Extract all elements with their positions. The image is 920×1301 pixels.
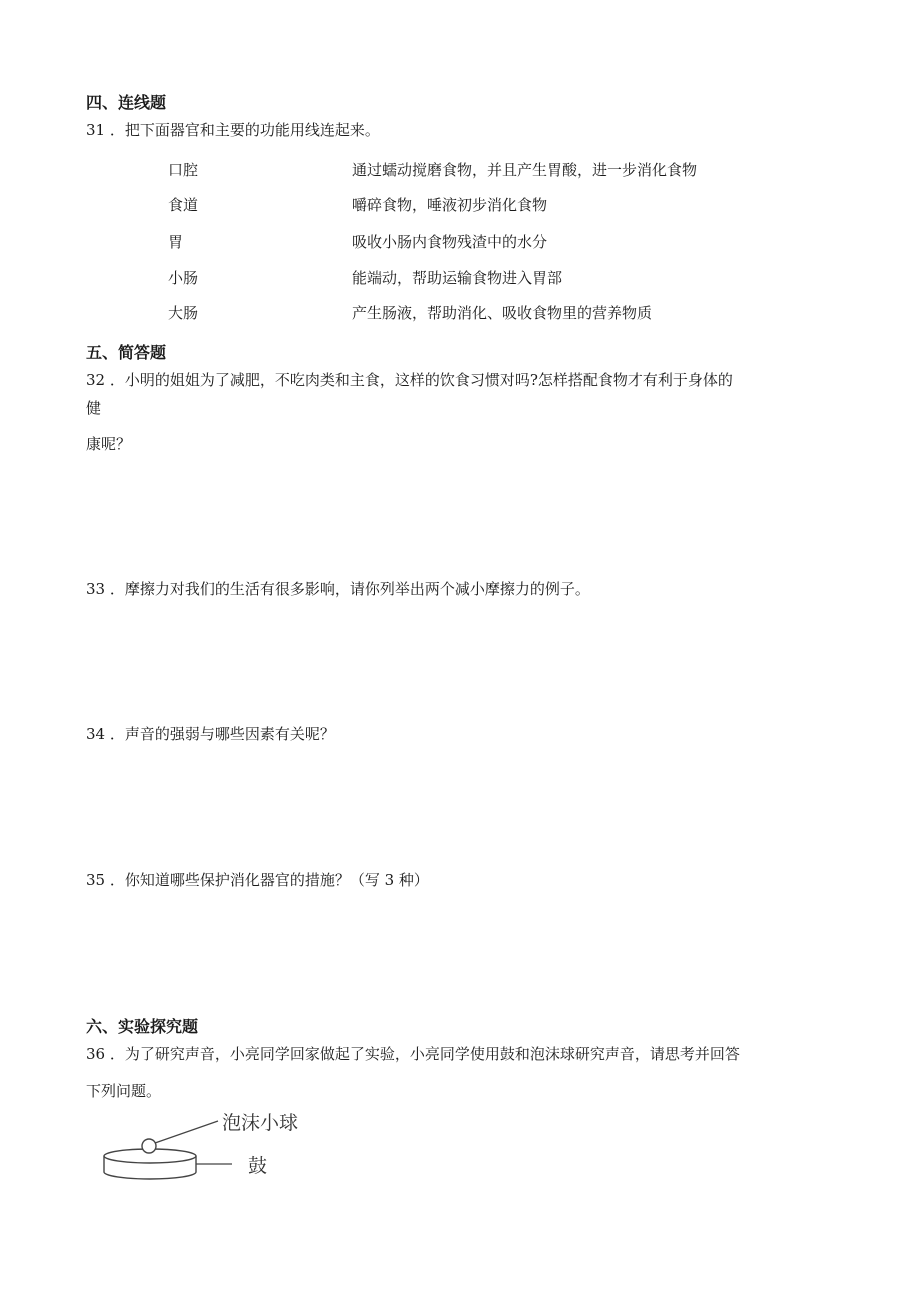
question-33: 33 ．摩擦力对我们的生活有很多影响，请你列举出两个减小摩擦力的例子。: [86, 580, 590, 598]
drum-bottom-arc: [104, 1172, 196, 1179]
function-item: 嚼碎食物，唾液初步消化食物: [352, 196, 548, 214]
question-32-line3: 康呢？: [86, 435, 132, 453]
section-title-experiment: 六、实验探究题: [86, 1017, 199, 1036]
question-32-line2: 健: [86, 399, 102, 417]
section-title-short-answer: 五、简答题: [86, 343, 167, 362]
function-item: 产生肠液，帮助消化、吸收食物里的营养物质: [352, 304, 653, 322]
foam-ball: [142, 1139, 156, 1153]
question-32-line1: 32 ．小明的姐姐为了减肥，不吃肉类和主食，这样的饮食习惯对吗?怎样搭配食物才有利于身体的: [86, 371, 733, 389]
function-item: 吸收小肠内食物残渣中的水分: [352, 233, 548, 251]
ball-leader-line: [155, 1121, 218, 1143]
question-34: 34 ．声音的强弱与哪些因素有关呢？: [86, 725, 335, 743]
question-35: 35 ．你知道哪些保护消化器官的措施？（写 3 种）: [86, 871, 429, 889]
drum-label: 鼓: [248, 1155, 268, 1177]
organ-item: 胃: [168, 233, 184, 251]
function-item: 通过蠕动搅磨食物，并且产生胃酸，进一步消化食物: [352, 161, 698, 179]
foam-ball-label: 泡沫小球: [222, 1112, 299, 1134]
organ-item: 大肠: [168, 304, 199, 322]
organ-item: 口腔: [168, 161, 199, 179]
question-36-line1: 36 ．为了研究声音，小亮同学回家做起了实验，小亮同学使用鼓和泡沫球研究声音，请思考并回答: [86, 1045, 740, 1063]
section-title-matching: 四、连线题: [86, 93, 167, 112]
question-36-line2: 下列问题。: [86, 1082, 162, 1100]
question-31: 31 ．把下面器官和主要的功能用线连起来。: [86, 121, 380, 139]
function-item: 能端动，帮助运输食物进入胃部: [352, 269, 563, 287]
organ-item: 小肠: [168, 269, 199, 287]
organ-item: 食道: [168, 196, 199, 214]
